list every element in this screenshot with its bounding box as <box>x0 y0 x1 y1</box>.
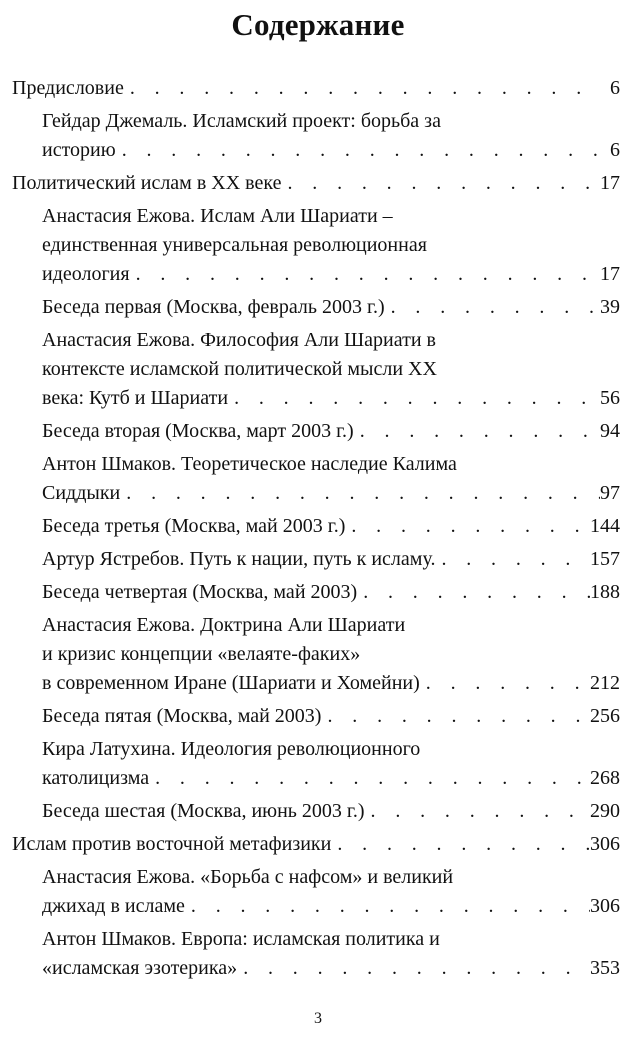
toc-entry[interactable] <box>12 512 620 541</box>
toc-entry-title <box>42 545 590 574</box>
toc-entry-title <box>42 512 590 541</box>
toc-entry[interactable] <box>12 925 620 983</box>
dot-leader <box>130 260 600 289</box>
toc-entry-title-line: Анастасия Ежова. Философия Али Шариати в <box>42 329 436 351</box>
toc-entry-page: 268 <box>590 767 620 789</box>
toc-entry[interactable] <box>12 202 620 289</box>
toc-entry-title-line: Артур Ястребов. Путь к нации, путь к исламу. <box>42 548 436 570</box>
toc-entry-title <box>42 797 590 826</box>
dot-leader <box>116 136 600 165</box>
toc-entry-page: 17 <box>600 172 620 194</box>
toc-entry-title-line: Ислам против восточной метафизики <box>12 833 332 855</box>
toc-entry-title <box>42 702 590 731</box>
toc-entry[interactable] <box>12 107 620 165</box>
toc-entry[interactable] <box>12 450 620 508</box>
toc-entry-title-line: в современном Иране (Шариати и Хомейни) <box>42 672 420 694</box>
toc-entry-title-line: и кризис концепции «велаяте-факих» <box>42 643 361 665</box>
toc-entry-title-line: Анастасия Ежова. Доктрина Али Шариати <box>42 614 406 636</box>
toc-entry-title-line: Кира Латухина. Идеология революционного <box>42 738 421 760</box>
toc-entry-title <box>42 863 590 921</box>
dot-leader <box>281 169 600 198</box>
toc-entry[interactable] <box>12 797 620 826</box>
toc-entry-title-line: Гейдар Джемаль. Исламский проект: борьба за <box>42 110 441 132</box>
dot-leader <box>120 479 600 508</box>
toc-entry[interactable] <box>12 735 620 793</box>
toc-entry-page: 212 <box>590 672 620 694</box>
toc-entry[interactable] <box>12 326 620 413</box>
toc-entry-title <box>42 293 600 322</box>
toc-entry-title-line: Анастасия Ежова. Ислам Али Шариати – <box>42 205 393 227</box>
toc-entry-title <box>42 578 590 607</box>
toc-entry-title-line: Беседа шестая (Москва, июнь 2003 г.) <box>42 800 365 822</box>
toc-entry-title-line: Беседа третья (Москва, май 2003 г.) <box>42 515 346 537</box>
toc-entry-title <box>12 830 590 859</box>
toc-entry[interactable] <box>12 830 620 859</box>
toc-entry-title <box>42 326 600 413</box>
dot-leader <box>345 512 590 541</box>
toc-entry-title <box>42 417 600 446</box>
toc-entry-page: 157 <box>590 548 620 570</box>
toc-entry-title-line: Предисловие <box>12 77 124 99</box>
toc-entry-page: 306 <box>590 833 620 855</box>
dot-leader <box>435 545 590 574</box>
dot-leader <box>228 384 600 413</box>
toc-entry[interactable] <box>12 702 620 731</box>
toc-entry-title-line: века: Кутб и Шариати <box>42 387 229 409</box>
toc-entry[interactable] <box>12 578 620 607</box>
toc-entry-title-line: Беседа вторая (Москва, март 2003 г.) <box>42 420 354 442</box>
toc-entry-title-line: «исламская эзотерика» <box>42 957 238 979</box>
page-number: 3 <box>314 1010 322 1027</box>
toc-entry-page: 6 <box>610 77 620 99</box>
toc-entry-title-line: Антон Шмаков. Европа: исламская политика и <box>42 928 440 950</box>
dot-leader <box>365 797 590 826</box>
toc-entry[interactable] <box>12 169 620 198</box>
toc-entry-title-line: контексте исламской политической мысли ХХ <box>42 358 437 380</box>
toc-entry-title-line: историю <box>42 139 116 161</box>
toc-entry-page: 290 <box>590 800 620 822</box>
toc-entry-title <box>42 925 590 983</box>
toc-entry-title-line: джихад в исламе <box>42 895 185 917</box>
toc-entry-page: 39 <box>600 296 620 318</box>
toc-entry-title-line: Политический ислам в ХХ веке <box>12 172 282 194</box>
toc-entry-title <box>42 450 600 508</box>
toc-entry-title-line: Антон Шмаков. Теоретическое наследие Калима <box>42 453 457 475</box>
toc-entry-title-line: Беседа первая (Москва, февраль 2003 г.) <box>42 296 385 318</box>
dot-leader <box>331 830 590 859</box>
toc-entry-title <box>12 169 600 198</box>
toc-entry-title-line: католицизма <box>42 767 150 789</box>
toc-entry-page: 188 <box>590 581 620 603</box>
toc-entry-page: 6 <box>610 139 620 161</box>
toc-entry-page: 144 <box>590 515 620 537</box>
dot-leader <box>420 669 590 698</box>
toc-entry[interactable] <box>12 293 620 322</box>
toc-entry-title <box>42 202 600 289</box>
toc-entry-title <box>42 611 590 698</box>
toc-entry-page: 97 <box>600 482 620 504</box>
page-title: Содержание <box>231 7 405 42</box>
dot-leader <box>149 764 590 793</box>
toc-entry-title-line: Беседа пятая (Москва, май 2003) <box>42 705 322 727</box>
toc-entry[interactable] <box>12 74 620 103</box>
dot-leader <box>185 892 590 921</box>
toc-entry-page: 353 <box>590 957 620 979</box>
dot-leader <box>124 74 600 103</box>
toc-entry-page: 306 <box>590 895 620 917</box>
dot-leader <box>354 417 600 446</box>
toc-entry[interactable] <box>12 611 620 698</box>
dot-leader <box>237 954 590 983</box>
toc-entry-title-line: идеология <box>42 263 130 285</box>
dot-leader <box>385 293 600 322</box>
toc-entry[interactable] <box>12 545 620 574</box>
toc-entry-page: 56 <box>600 387 620 409</box>
dot-leader <box>357 578 590 607</box>
toc-entry-title-line: единственная универсальная революционная <box>42 234 427 256</box>
toc-entry-title <box>42 735 590 793</box>
toc-entry-title-line: Анастасия Ежова. «Борьба с нафсом» и великий <box>42 866 454 888</box>
toc-entry[interactable] <box>12 863 620 921</box>
toc-entry-title-line: Сиддыки <box>42 482 121 504</box>
dot-leader <box>321 702 590 731</box>
table-of-contents <box>12 74 620 987</box>
toc-entry-title <box>12 74 600 103</box>
toc-entry-page: 256 <box>590 705 620 727</box>
toc-entry[interactable] <box>12 417 620 446</box>
toc-entry-page: 94 <box>600 420 620 442</box>
toc-entry-page: 17 <box>600 263 620 285</box>
toc-entry-title <box>42 107 600 165</box>
toc-entry-title-line: Беседа четвертая (Москва, май 2003) <box>42 581 358 603</box>
